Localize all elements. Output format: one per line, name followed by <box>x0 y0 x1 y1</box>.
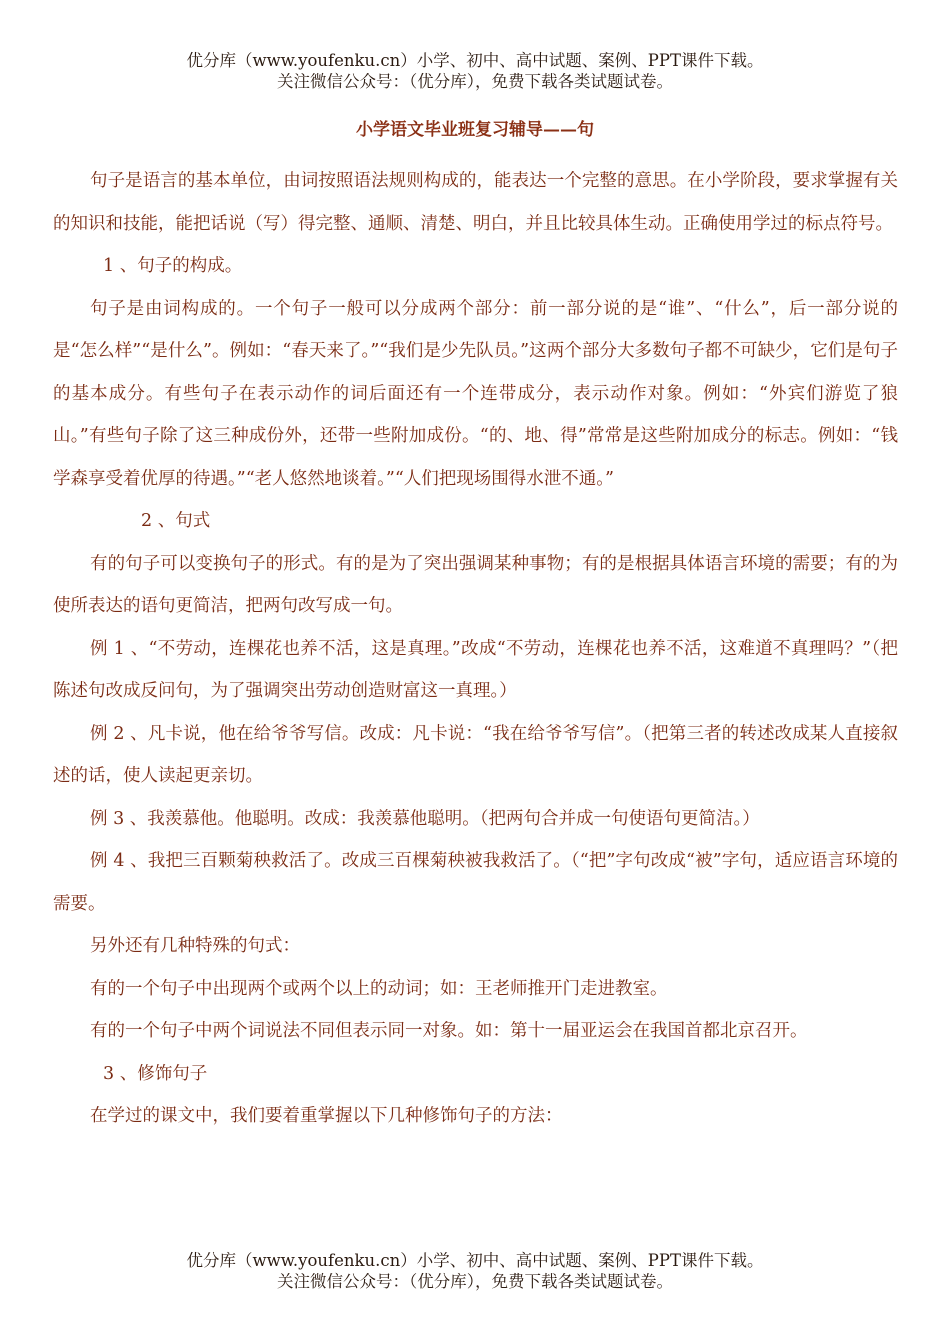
paragraph-multiple-verbs: 有的一个句子中出现两个或两个以上的动词；如：王老师推开门走进教室。 <box>90 978 668 999</box>
paragraph-example-2: 例 2 、凡卡说，他在给爷爷写信。改成：凡卡说：“我在给爷爷写信”。（把第三者的转述改成某人直接叙述的话，使人读起更亲切。 <box>53 723 898 786</box>
paragraph-special-forms: 另外还有几种特殊的句式： <box>90 936 300 956</box>
paragraph-appositive: 有的一个句子中两个词说法不同但表示同一对象。如：第十一届亚运会在我国首都北京召开。 <box>90 1021 808 1041</box>
paragraph-sentence-forms: 有的句子可以变换句子的形式。有的是为了突出强调某种事物；有的是根据具体语言环境的需要；有的为使所表达的语句更简洁，把两句改写成一句。 <box>53 553 898 616</box>
document-body <box>53 160 898 1138</box>
footer-line-2: 关注微信公众号：（优分库），免费下载各类试题试卷。 <box>277 1272 673 1291</box>
section-heading-2: 2 、句式 <box>141 511 211 531</box>
section-heading-3: 3 、修饰句子 <box>103 1063 208 1084</box>
paragraph-example-4: 例 4 、我把三百颗菊秧救活了。改成三百棵菊秧被我救活了。（“把”字句改成“被”字句，适应语言环境的需要。 <box>53 851 898 914</box>
section-heading-1: 1 、句子的构成。 <box>103 256 243 276</box>
footer-line-1: 优分库（www.youfenku.cn）小学、初中、高中试题、案例、PPT课件下载。 <box>186 1251 764 1270</box>
paragraph-example-3: 例 3 、我羡慕他。他聪明。改成：我羡慕他聪明。（把两句合并成一句使语句更简洁。） <box>90 808 760 829</box>
header-line-2: 关注微信公众号：（优分库），免费下载各类试题试卷。 <box>277 72 673 91</box>
paragraph-sentence-structure: 句子是由词构成的。一个句子一般可以分成两个部分：前一部分说的是“谁”、“什么”，后一部分说的是“怎么样”“是什么”。例如：“春天来了。”“我们是少先队员。”这两个部分大多数句子都不可缺少，它们是句子的基本成分。有些句子在表示动作的词后面还有一个连带成分，表示动作对象。例如：“外宾们游览了狼山。”有些句子除了这三种成份外，还带一些附加成份。“的、地、得”常常是这些附加成分的标志。例如：“钱学森享受着优厚的待遇。”“老人悠然地谈着。”“人们把现场围得水泄不通。” <box>53 298 898 489</box>
paragraph-modify-methods: 在学过的课文中，我们要着重掌握以下几种修饰句子的方法： <box>90 1106 563 1126</box>
page-header <box>0 50 950 92</box>
header-line-1: 优分库（www.youfenku.cn）小学、初中、高中试题、案例、PPT课件下载。 <box>186 51 764 70</box>
paragraph-intro: 句子是语言的基本单位，由词按照语法规则构成的，能表达一个完整的意思。在小学阶段，要求掌握有关的知识和技能，能把话说（写）得完整、通顺、清楚、明白，并且比较具体生动。正确使用学过的标点符号。 <box>53 171 898 234</box>
paragraph-example-1: 例 1 、“不劳动，连棵花也养不活，这是真理。”改成“不劳动，连棵花也养不活，这难道不真理吗？”（把陈述句改成反问句，为了强调突出劳动创造财富这一真理。） <box>53 638 898 701</box>
document-title: 小学语文毕业班复习辅导——句 <box>356 120 594 140</box>
page-footer <box>0 1250 950 1292</box>
